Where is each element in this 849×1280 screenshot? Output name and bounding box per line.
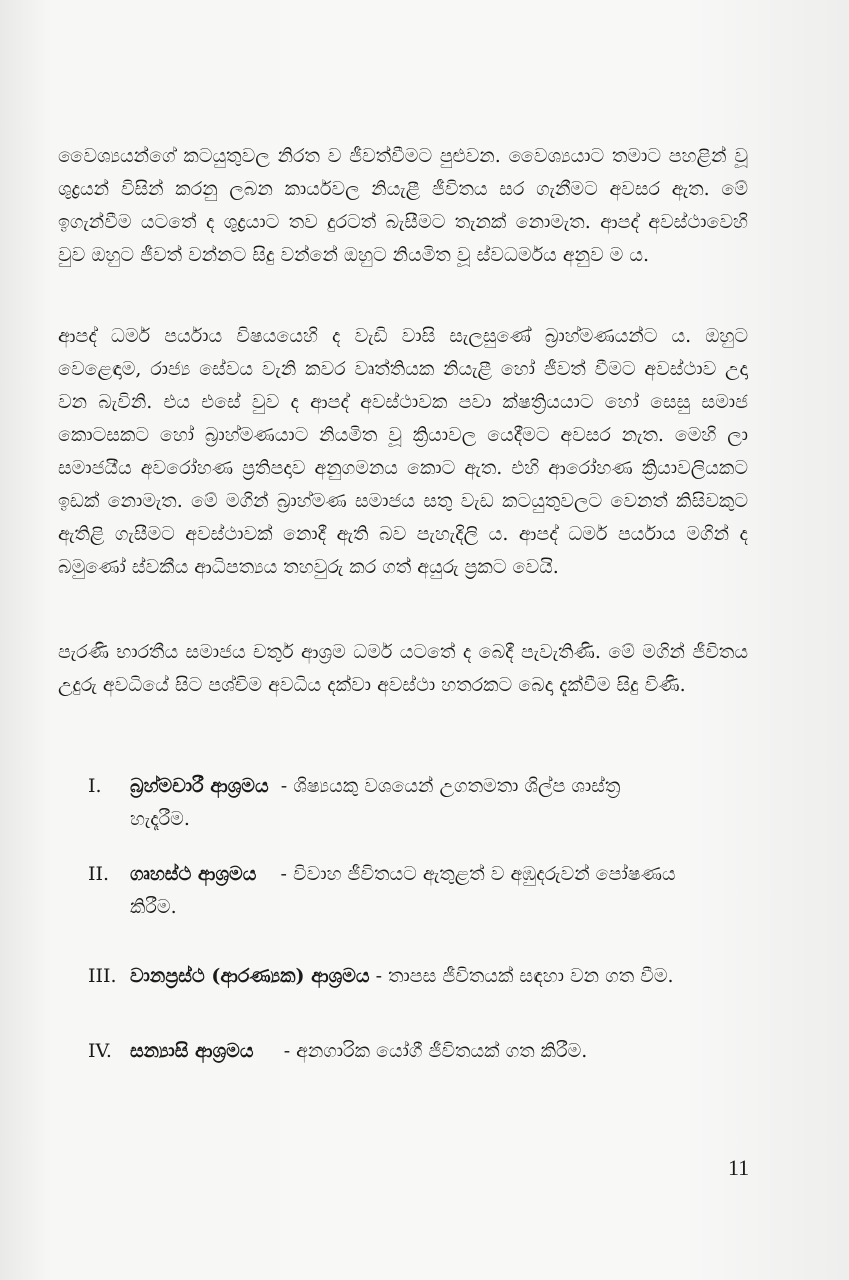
paragraph-ashrama-intro: පැරණි භාරතීය සමාජය චතුර් ආශ්‍රම ධර්ම යටතේ ද බෙදී පැවැතිණි. මේ මගින් ජීවිතය උදුරු අවධියේ සිට පශ්චිම අවධිය දක්වා අවස්ථා හතරකට බෙදා දැක්වීම සිදු විණි.: [58, 641, 748, 696]
ashrama-description: - තාපස ජීවිතයක් සඳහා වන ගත වීම.: [375, 965, 674, 987]
ashrama-description: - අනගාරික යෝගී ජීවිතයක් ගත කිරීම.: [283, 1040, 588, 1062]
ashrama-name: බ්‍රහ්මචාරී ආශ්‍රමය: [130, 775, 269, 797]
ashrama-item-vanaprastha: [88, 960, 758, 993]
paragraph-vaishya: වෛශ්‍යයන්ගේ කටයුතුවල නිරත ව ජීවත්වීමට පුළුවන. වෛශ්‍යයාට තමාට පහළින් වූ ශුද්‍රයන් විසින් කරනු ලබන කාර්යවල නියැළී ජීවිතය සර ගැනීමට අවසර ඇත. මේ ඉගැන්වීම යටතේ ද ශුද්‍රයාට තව දුරටත් බැසීමට තැනක් නොමැත. ආපද් අවස්ථාවෙහි වුව ඔහුට ජීවත් වන්නට සිදු වන්නේ ඔහුට නියමිත වූ ස්වධර්මය අනුව ම ය.: [58, 145, 748, 266]
ashrama-numeral: II.: [88, 863, 110, 885]
ashrama-description-continuation: හැදෑරීම.: [130, 808, 190, 830]
ashrama-name: වානප්‍රස්ථ (ආරණ්‍යක) ආශ්‍රමය: [130, 965, 370, 987]
ashrama-description: - විවාහ ජීවිතයට ඇතුළත් ව අඹුදරුවන් පෝෂණය: [280, 863, 676, 885]
ashrama-name: සන්‍යාසි ආශ්‍රමය: [130, 1040, 254, 1062]
ashrama-description-continuation: කිරීම.: [130, 896, 177, 918]
page-number: 11: [728, 1155, 750, 1180]
ashrama-item-grihastha: [88, 858, 758, 924]
ashrama-numeral: III.: [88, 965, 117, 987]
ashrama-numeral: I.: [88, 775, 102, 797]
ashrama-name: ගෘහස්ථ ආශ්‍රමය: [130, 863, 257, 885]
ashrama-description: - ශිෂ්‍යයකු වශයෙන් උගතමතා ශිල්ප ශාස්ත්‍ර: [280, 775, 621, 797]
paragraph-apad-dharma: ආපද් ධර්ම පර්යාය විෂයයෙහි ද වැඩි වාසි සැලසුණේ බ්‍රාහ්මණයන්ට ය. ඔහුට වෙළෙඳාම, රාජ්‍ය සේවය වැනි කවර වෘත්තියක නියැළී හෝ ජීවත් වීමට අවස්ථාව උදා වන බැවිනි. එය එසේ වුව ද ආපද් අවස්ථාවක පවා ක්ෂත්‍රියයාට හෝ සෙසු සමාජ කොටසකට හෝ බ්‍රාහ්මණයාට නියමිත වූ ක්‍රියාවල යෙදීමට අවසර නැත. මෙහි ලා සමාජයීය අවරෝහණ ප්‍රතිපදාව අනුගමනය කොට ඇත. එහි ආරෝහණ ක්‍රියාවලියකට ඉඩක් නොමැත. මේ මගින් බ්‍රාහ්මණ සමාජය සතු වැඩ කටයුතුවලට වෙනත් කිසිවකුට ඇතිළි ගැසීමට අවස්ථාවක් නොදී ඇති බව පැහැදිලි ය. ආපද් ධර්ම පර්යාය මගින් ද බමුණෝ ස්වකීය ආධිපත්‍යය තහවුරු කර ගත් අයුරු ප්‍රකට වෙයි.: [58, 325, 748, 578]
ashrama-item-sanyasi: [88, 1035, 758, 1068]
ashrama-numeral: IV.: [88, 1040, 112, 1062]
ashrama-item-brahmachari: [88, 770, 758, 836]
